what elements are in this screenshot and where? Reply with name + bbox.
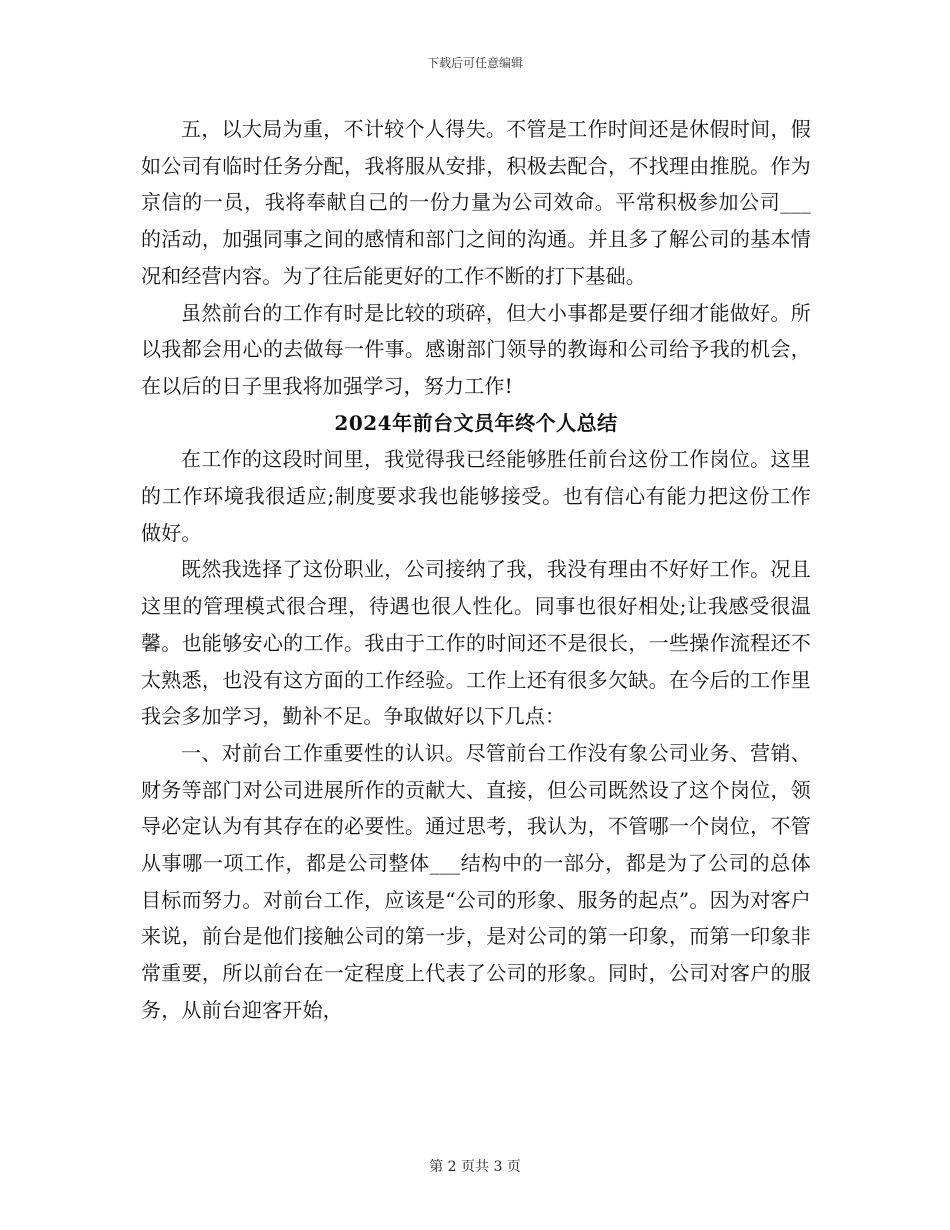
section-title: 2024年前台文员年终个人总结	[334, 410, 618, 435]
page-header-note: 下载后可任意编辑	[426, 56, 523, 70]
page-number: 第 2 页共 3 页	[429, 1159, 521, 1175]
document-body	[141, 111, 811, 1029]
paragraph: 在工作的这段时间里，我觉得我已经能够胜任前台这份工作岗位。这里的工作环境我很适应;制度要求我也能够接受。也有信心有能力把这份工作做好。	[141, 447, 811, 545]
paragraph: 一、对前台工作重要性的认识。尽管前台工作没有象公司业务、营销、财务等部门对公司进展所作的贡献大、直接，但公司既然设了这个岗位，领导必定认为有其存在的必要性。通过思考，我认为，不管哪一个岗位，不管从事哪一项工作，都是公司整体___结构中的一部分，都是为了公司的总体目标而努力。对前台工作，应该是“公司的形象、服务的起点”。因为对客户来说，前台是他们接触公司的第一步，是对公司的第一印象，而第一印象非常重要，所以前台在一定程度上代表了公司的形象。同时，公司对客户的服务，从前台迎客开始，	[141, 740, 811, 1022]
paragraph: 五，以大局为重，不计较个人得失。不管是工作时间还是休假时间，假如公司有临时任务分配，我将服从安排，积极去配合，不找理由推脱。作为京信的一员，我将奉献自己的一份力量为公司效命。平常积极参加公司___的活动，加强同事之间的感情和部门之间的沟通。并且多了解公司的基本情况和经营内容。为了往后能更好的工作不断的打下基础。	[141, 117, 811, 288]
paragraph: 既然我选择了这份职业，公司接纳了我，我没有理由不好好工作。况且这里的管理模式很合理，待遇也很人性化。同事也很好相处;让我感受很温馨。也能够安心的工作。我由于工作的时间还不是很长，一些操作流程还不太熟悉，也没有这方面的工作经验。工作上还有很多欠缺。在今后的工作里我会多加学习，勤补不足。争取做好以下几点：	[141, 557, 811, 729]
paragraph: 虽然前台的工作有时是比较的琐碎，但大小事都是要仔细才能做好。所以我都会用心的去做每一件事。感谢部门领导的教诲和公司给予我的机会，在以后的日子里我将加强学习，努力工作!	[141, 300, 811, 398]
